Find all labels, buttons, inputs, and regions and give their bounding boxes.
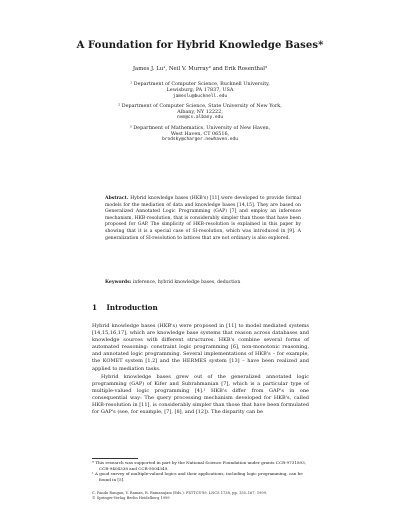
section-number: 1: [92, 303, 98, 312]
citation-line: C. Pandu Rangan, V. Raman, R. Ramanujam (Eds.): FSTTCS'99, LNCS 1738, pp. 155–167, 1999.: [92, 491, 268, 495]
affiliation-line: Albany, NY 12222,: [177, 109, 223, 116]
keywords-text: inference, hybrid knowledge bases, deduction: [132, 280, 241, 285]
affiliation-line: ¹ Department of Computer Science, Bucknell University,: [130, 81, 270, 87]
copyright-line: © Springer-Verlag Berlin Heidelberg 1999: [92, 496, 170, 501]
section-title: Introduction: [106, 303, 158, 312]
affiliation-email[interactable]: brodsky@charger.newhaven.edu: [162, 137, 238, 143]
affiliation-email[interactable]: nvm@cs.albany.edu: [176, 115, 224, 121]
paragraph: Hybrid knowledge bases (HKB's) were proposed in [11] to model mediated systems [14,15,16,17], which are knowledge base systems that reason across databases and knowledge sources with different structures. HKB's combine several forms of automated reasoning: constraint logic programming [6], non-monotonic reasoning, and annotated logic programming. Several implementations of HKB's – for example, the KOMET system [1,2] and the HERMES system [13] – have been realized and applied to mediation tasks.: [92, 323, 309, 372]
section-heading: [92, 303, 158, 312]
affiliation-email[interactable]: jameslu@bucknell.edu: [172, 93, 228, 99]
footnote: ¹ A good survey of multiple-valued logics and their applications, including logic programming, can be found in [5].: [92, 471, 303, 482]
affiliations: [0, 81, 400, 144]
abstract-label: Abstract.: [105, 196, 129, 201]
abstract: [105, 196, 301, 242]
paragraph: Hybrid knowledge bases grew out of the generalized annotated logic programming (GAP) of Kifer and Subrahmanian [7], which is a particular type of multiple-valued logic programming [4].¹ HKB's differ from GAP's in one consequential way: The query processing mechanism developed for HKB's, called HKB-resolution in [11], is considerably simpler than those that have been formulated for GAP's (see, for example, [7], [8], and [12]). The disparity can be: [92, 373, 309, 416]
affiliation-line: ³ Department of Mathematics, University of New Haven,: [129, 124, 271, 131]
author-list: James J. Lu¹, Neil V. Murray² and Erik Rosenthal³: [132, 66, 268, 72]
footnote: * This research was supported in part by the National Science Foundation under grants CCR-9731893, CCR-9404338 and CCR-9504349.: [92, 460, 307, 471]
paper-title: A Foundation for Hybrid Knowledge Bases*: [76, 40, 324, 51]
footnotes: [92, 460, 309, 482]
affiliation-line: Lewisburg, PA 17837, USA: [166, 87, 234, 94]
abstract-text: Hybrid knowledge bases (HKB's) [11] were developed to provide formal models for the mediation of data and knowledge bases [14,15]. They are based on Generalized Annotated Logic Programming (GAP) [7] and employ an inference mechanism, HKB-resolution, that is considerably simpler than those that have been proposed for GAP. The simplicity of HKB-resolution is explained in this paper by showing that it is a special case of SI-resolution, which was introduced in [9]. A generalization of SI-resolution to lattices that are not ordinary is also explored.: [105, 196, 301, 241]
keywords: [105, 280, 301, 285]
affiliation-line: West Haven, CT 06516,: [170, 131, 230, 138]
keywords-label: Keywords:: [105, 280, 132, 285]
affiliation-2: [0, 103, 400, 122]
affiliation-3: [0, 125, 400, 144]
footnote-rule: [92, 458, 138, 459]
affiliation-1: [0, 81, 400, 100]
body-text: [92, 323, 309, 416]
affiliation-line: ² Department of Computer Science, State University of New York,: [118, 102, 282, 109]
publication-footer: [92, 491, 309, 501]
